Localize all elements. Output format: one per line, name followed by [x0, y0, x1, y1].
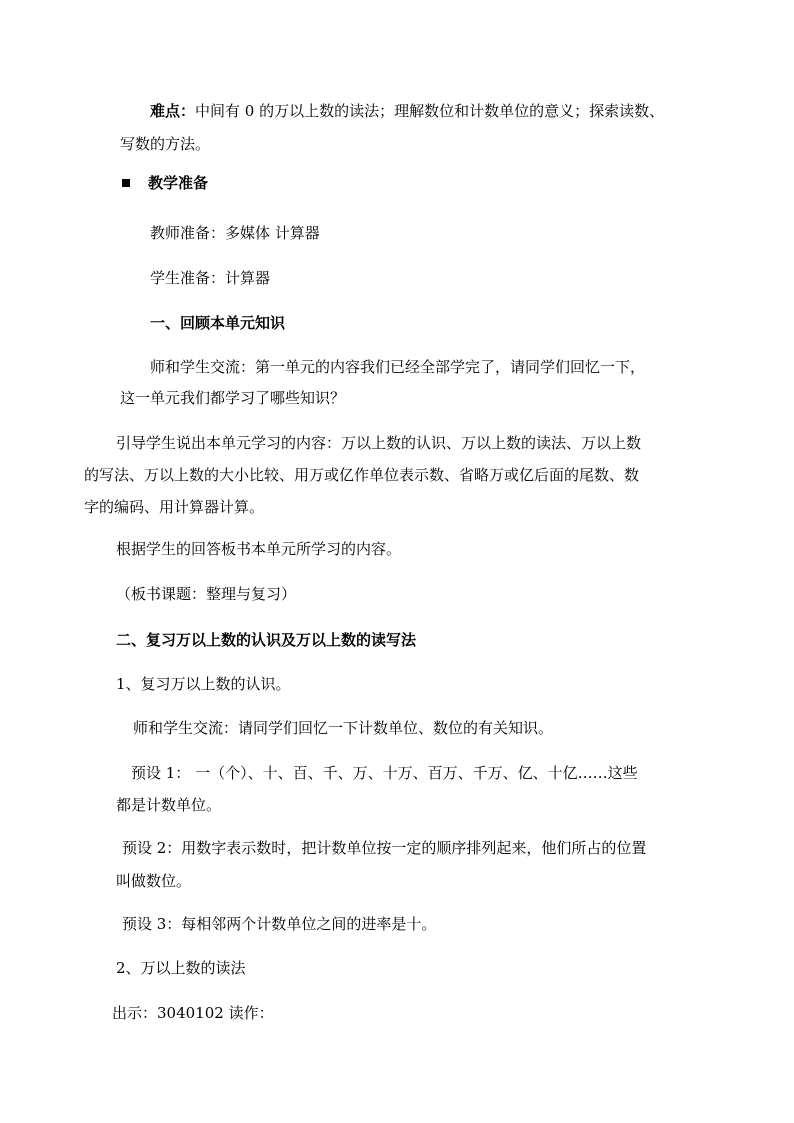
board-writing: 根据学生的回答板书本单元所学习的内容。	[116, 540, 402, 558]
preset1-line1: 预设 1： 一（个）、十、百、千、万、十万、百万、千万、亿、十亿……这些	[131, 764, 638, 782]
board-topic: （板书课题：整理与复习）	[116, 585, 297, 603]
exchange-line1: 师和学生交流：第一单元的内容我们已经全部学完了，请同学们回忆一下，	[150, 358, 646, 376]
preset3: 预设 3：每相邻两个计数单位之间的进率是十。	[122, 915, 437, 933]
section2-heading: 二、复习万以上数的认识及万以上数的读写法	[116, 631, 417, 649]
difficulty-paragraph-line1	[150, 101, 664, 121]
show-number: 出示：3040102 读作：	[112, 1004, 274, 1022]
item1: 1、复习万以上数的认识。	[116, 675, 291, 693]
item2: 2、万以上数的读法	[116, 959, 246, 977]
difficulty-label: 难点：	[150, 102, 196, 120]
guide-line1: 引导学生说出本单元学习的内容：万以上数的认识、万以上数的读法、万以上数	[116, 434, 642, 452]
teacher-prep: 教师准备：多媒体 计算器	[150, 224, 320, 242]
preset1-line2: 都是计数单位。	[116, 796, 222, 814]
preset2-line1: 预设 2：用数字表示数时，把计数单位按一定的顺序排列起来，他们所占的位置	[122, 839, 647, 857]
preset2-line2: 叫做数位。	[116, 872, 192, 890]
difficulty-paragraph-line2: 写数的方法。	[120, 135, 211, 153]
prep-heading: 教学准备	[148, 174, 209, 192]
guide-line3: 字的编码、用计算器计算。	[84, 498, 265, 516]
exchange-line2: 这一单元我们都学习了哪些知识？	[120, 389, 346, 407]
section2-exchange: 师和学生交流：请同学们回忆一下计数单位、数位的有关知识。	[133, 719, 554, 737]
section1-heading: 一、回顾本单元知识	[150, 314, 286, 332]
bullet-square-icon	[122, 179, 130, 187]
guide-line2: 的写法、万以上数的大小比较、用万或亿作单位表示数、省略万或亿后面的尾数、数	[84, 466, 640, 484]
student-prep: 学生准备：计算器	[150, 269, 271, 287]
difficulty-text: 中间有 0 的万以上数的读法；理解数位和计数单位的意义；探索读数、	[195, 102, 665, 120]
